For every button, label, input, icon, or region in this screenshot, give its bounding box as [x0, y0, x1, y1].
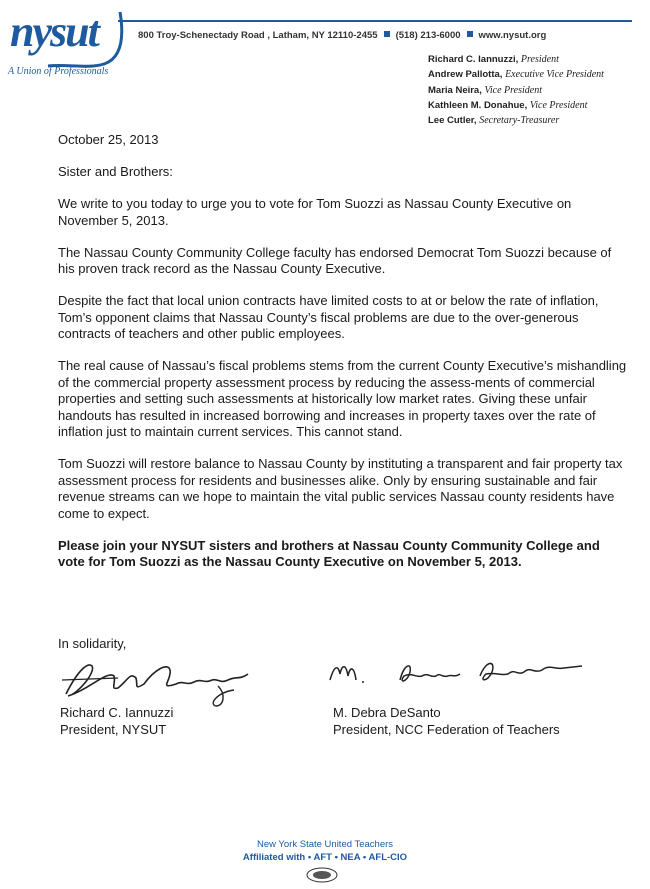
- paragraph: The real cause of Nassau’s fiscal problems stems from the current County Executive’s mishandling of the commercial property assessment process by reducing the assess-ments of commercial properties and setting such assessments at historically low market rates. Giving these unfair handouts has resulted in increased borrowing and increases in property taxes over the rate of inflation just to maintain current services. This cannot stand.: [58, 358, 627, 439]
- letter-date: October 25, 2013: [58, 132, 159, 147]
- officer-row: Kathleen M. Donahue, Vice President: [428, 99, 588, 111]
- header-rule: [118, 20, 632, 22]
- signature-iannuzzi: [58, 650, 268, 708]
- officer-row: Richard C. Iannuzzi, President: [428, 54, 559, 65]
- address-line: [138, 30, 632, 41]
- union-bug-seal-icon: [305, 866, 339, 884]
- signature-desanto: [320, 650, 590, 700]
- logo-wordmark: nysut: [10, 7, 98, 56]
- letter-body: [58, 132, 628, 586]
- closing: In solidarity,: [58, 636, 127, 651]
- signer-iannuzzi: [60, 705, 173, 738]
- nysut-logo: [8, 6, 138, 80]
- footer: [0, 838, 650, 864]
- footer-org-name: New York State United Teachers: [256, 839, 394, 850]
- signer-name: Richard C. Iannuzzi: [60, 705, 174, 720]
- signer-title: President, NYSUT: [60, 721, 167, 737]
- street-address: 800 Troy-Schenectady Road , Latham, NY 12110-2455: [138, 30, 378, 41]
- officer-row: Maria Neira, Vice President: [428, 84, 542, 96]
- salutation: Sister and Brothers:: [58, 164, 173, 179]
- paragraph: We write to you today to urge you to vote for Tom Suozzi as Nassau County Executive on November 5, 2013.: [58, 196, 572, 228]
- paragraph: Despite the fact that local union contracts have limited costs to at or below the rate of inflation, Tom’s opponent claims that Nassau County’s fiscal problems are due to the over-generous contracts of teachers and other public employees.: [58, 293, 599, 341]
- phone-number: (518) 213-6000: [395, 30, 461, 41]
- call-to-action: Please join your NYSUT sisters and brothers at Nassau County Community College and vote for Tom Suozzi as the Nassau County Executive on November 5, 2013.: [58, 537, 600, 569]
- footer-affiliations: Affiliated with • AFT • NEA • AFL-CIO: [242, 852, 408, 863]
- paragraph: The Nassau County Community College faculty has endorsed Democrat Tom Suozzi because of his proven track record as the Nassau County Executive.: [58, 244, 612, 276]
- officers-list: [428, 52, 604, 128]
- signer-name: M. Debra DeSanto: [333, 705, 441, 720]
- signer-title: President, NCC Federation of Teachers: [333, 721, 560, 737]
- square-bullet-icon: [467, 31, 473, 37]
- website-link[interactable]: www.nysut.org: [478, 30, 547, 41]
- paragraph: Tom Suozzi will restore balance to Nassau County by instituting a transparent and fair property tax assessment process for residents and businesses alike. Only by ensuring sustainable and fair revenue streams can we hope to maintain the vital public services Nassau county residents have come to expect.: [58, 456, 623, 521]
- officer-row: Lee Cutler, Secretary-Treasurer: [428, 115, 560, 127]
- signer-desanto: [333, 705, 560, 738]
- square-bullet-icon: [384, 31, 390, 37]
- officer-row: Andrew Pallotta, Executive Vice President: [428, 69, 604, 81]
- logo-tagline: A Union of Professionals: [8, 66, 109, 77]
